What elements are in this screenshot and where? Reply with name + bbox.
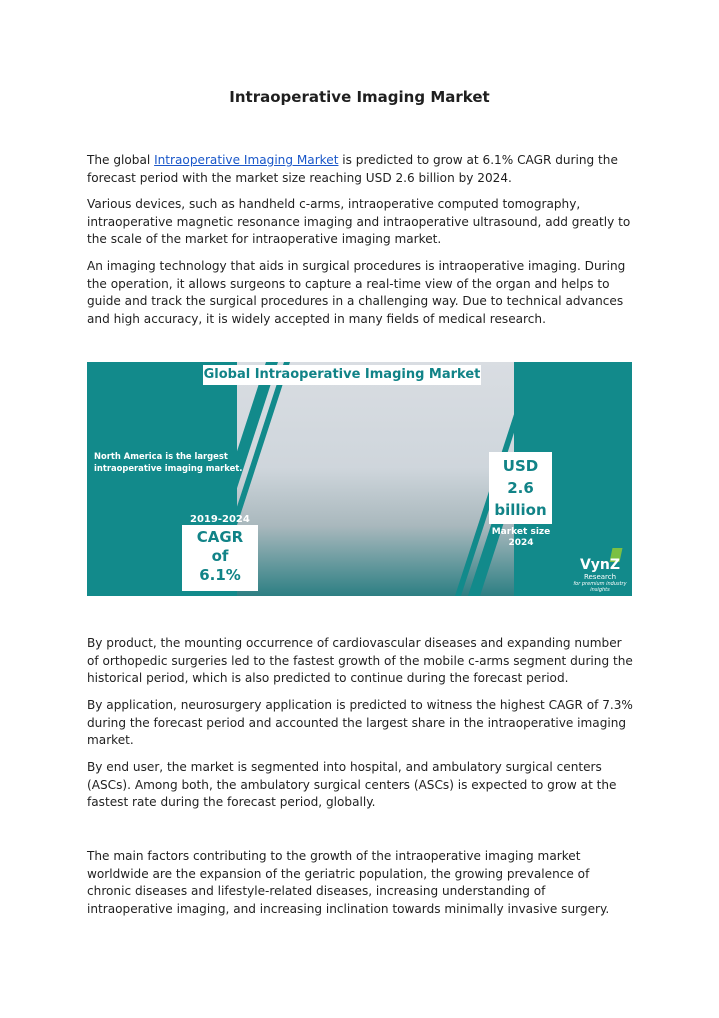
cagr-of: of <box>211 547 229 565</box>
infographic-heading: Global Intraoperative Imaging Market <box>203 365 481 385</box>
intro-text-start: The global <box>87 153 155 167</box>
logo-name: VynZ <box>579 557 621 573</box>
market-size-label: Market size <box>491 527 551 537</box>
market-infographic <box>87 362 632 596</box>
market-size-caption <box>485 527 557 549</box>
forecast-years: 2019-2024 <box>190 514 250 525</box>
market-size-year: 2024 <box>508 538 534 548</box>
cagr-label: CAGR <box>196 528 244 546</box>
devices-paragraph: Various devices, such as handheld c-arms, intraoperative computed tomography, intraoperative magnetic resonance imaging and intraoperative ultrasound, add greatly to the scale of the market for intraoperative imaging market. <box>87 197 631 247</box>
currency-label: USD <box>502 457 539 475</box>
intro-text-end: is predicted to grow at 6.1% CAGR during the forecast period with the market size reaching USD 2.6 billion by 2024. <box>87 153 618 185</box>
cagr-value: 6.1% <box>199 566 241 584</box>
intro-paragraph <box>87 152 635 187</box>
product-paragraph: By product, the mounting occurrence of cardiovascular diseases and expanding number of orthopedic surgeries led to the fastest growth of the mobile c-arms segment during the historical period, which is also predicted to continue during the forecast period. <box>87 636 633 686</box>
page-title: Intraoperative Imaging Market <box>229 88 490 106</box>
market-link[interactable]: Intraoperative Imaging Market <box>154 153 339 167</box>
growth-factors-paragraph: The main factors contributing to the growth of the intraoperative imaging market worldwide are the expansion of the geriatric population, the growing prevalence of chronic diseases and lifestyle-related diseases, increasing understanding of intraoperative imaging, and increasing inclination towards minimally invasive surgery. <box>87 849 610 916</box>
logo-tagline: for premium industry insights <box>573 581 627 593</box>
vynz-logo <box>568 558 632 593</box>
end-user-paragraph: By end user, the market is segmented into hospital, and ambulatory surgical centers (ASCs). Among both, the ambulatory surgical centers (ASCs) is expected to grow at the fastest rate during the forecast period, globally. <box>87 760 617 810</box>
north-america-note: North America is the largest intraoperative imaging market. <box>94 451 243 473</box>
application-paragraph: By application, neurosurgery application is predicted to witness the highest CAGR of 7.3% during the forecast period and accounted the largest share in the intraoperative imaging market. <box>87 698 633 748</box>
cagr-box <box>182 525 258 591</box>
market-size-value: 2.6 <box>507 479 534 497</box>
logo-sub: Research <box>583 573 617 581</box>
market-size-unit: billion <box>494 501 547 519</box>
technology-paragraph: An imaging technology that aids in surgical procedures is intraoperative imaging. During the operation, it allows surgeons to capture a real-time view of the organ and helps to guide and track the surgical procedures in a challenging way. Due to technical advances and high accuracy, it is widely accepted in many fields of medical research. <box>87 259 626 326</box>
market-size-box <box>489 452 552 524</box>
